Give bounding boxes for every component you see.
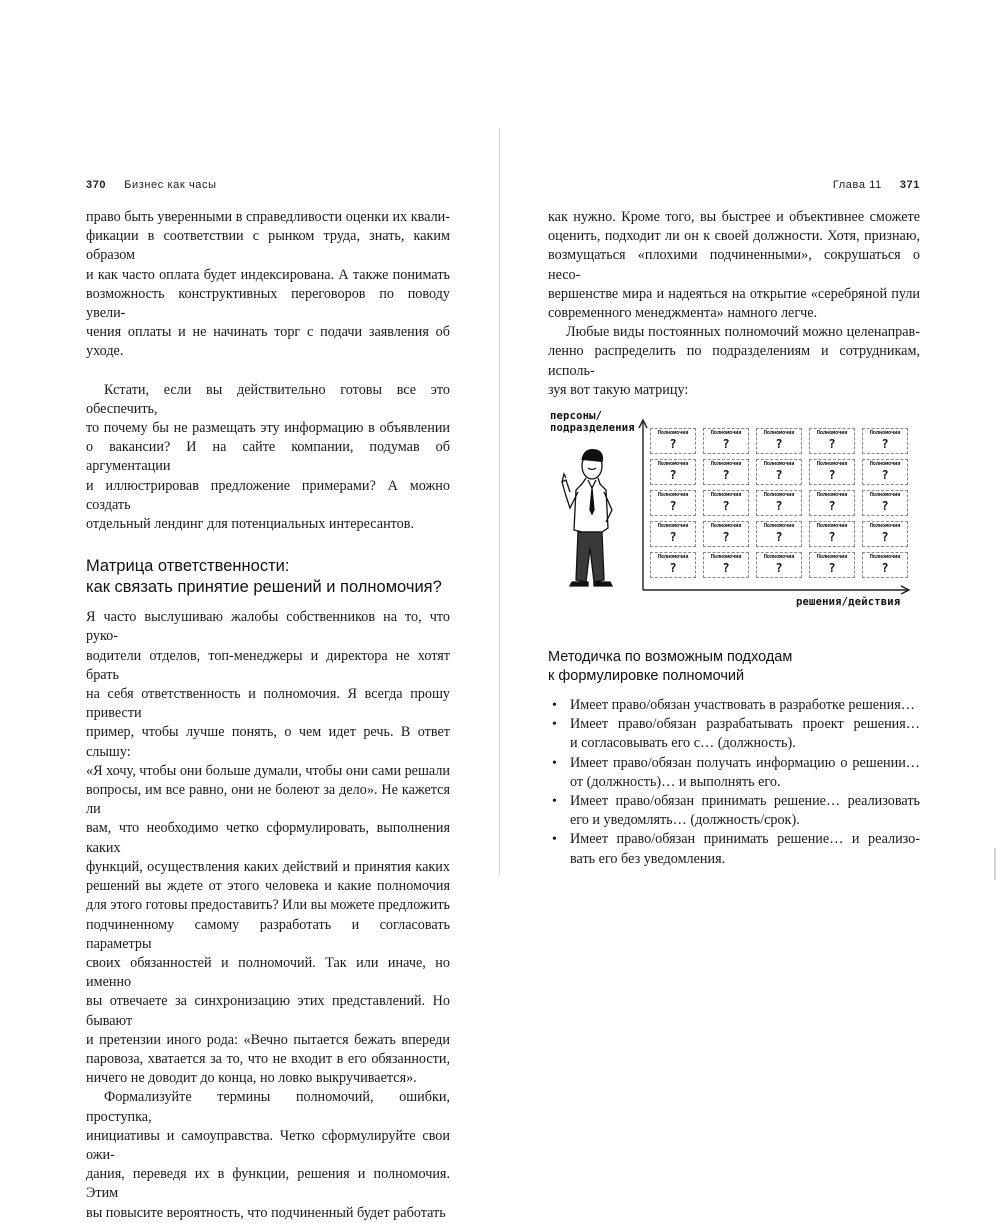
text-line: ничего не доводит до конца, но ловко выкручивается».	[86, 1070, 417, 1087]
cell-label: Полномочия	[710, 554, 742, 561]
text-line: дания, переведя их в функции, решения и полномочия. Этим	[86, 1166, 450, 1202]
question-mark-icon: ?	[775, 437, 783, 452]
cell-label: Полномочия	[869, 523, 901, 530]
matrix-cell	[703, 490, 749, 516]
text-line: Я часто выслушиваю жалобы собственников на то, что руко-	[86, 609, 450, 645]
text-line: на себя ответственность и полномочия. Я всегда прошу привести	[86, 686, 450, 722]
question-mark-icon: ?	[669, 499, 677, 514]
matrix-cell	[862, 459, 908, 485]
cell-label: Полномочия	[710, 461, 742, 468]
book-title: Бизнес как часы	[124, 179, 217, 191]
text-line: фикации в соответствии с рынком труда, знать, каким образом	[86, 228, 450, 264]
list-item-line: его и уведомлять… (должность/срок).	[570, 812, 800, 829]
text-line: как нужно. Кроме того, вы быстрее и объективнее сможете	[548, 209, 920, 225]
cell-label: Полномочия	[763, 554, 795, 561]
methods-subheading-line: к формулировке полномочий	[548, 668, 745, 685]
cell-label: Полномочия	[710, 523, 742, 530]
paragraph	[86, 1088, 450, 1222]
question-mark-icon: ?	[722, 530, 730, 545]
question-mark-icon: ?	[828, 499, 836, 514]
text-line: зуя вот такую матрицу:	[548, 381, 689, 398]
question-mark-icon: ?	[828, 437, 836, 452]
question-mark-icon: ?	[828, 468, 836, 483]
cell-label: Полномочия	[816, 492, 848, 499]
matrix-cell	[809, 521, 855, 547]
cell-label: Полномочия	[657, 554, 689, 561]
matrix-cell	[809, 428, 855, 454]
list-item-line: • Имеет право/обязан получать информацию о решении…	[570, 754, 920, 771]
question-mark-icon: ?	[828, 530, 836, 545]
authority-list	[548, 696, 920, 869]
matrix-cell	[650, 521, 696, 547]
responsibility-matrix-figure	[548, 410, 920, 622]
question-mark-icon: ?	[669, 561, 677, 576]
paragraph	[86, 608, 450, 1088]
question-mark-icon: ?	[669, 468, 677, 483]
matrix-cell	[809, 552, 855, 578]
paragraph	[548, 208, 920, 323]
text-line: и как часто оплата будет индексирована. А также понимать	[86, 266, 450, 283]
left-running-head	[86, 176, 450, 194]
matrix-cell	[650, 428, 696, 454]
methods-subheading-line: Методичка по возможным подходам	[548, 649, 793, 666]
cell-label: Полномочия	[657, 430, 689, 437]
paragraph	[548, 323, 920, 400]
question-mark-icon: ?	[881, 530, 889, 545]
question-mark-icon: ?	[881, 561, 889, 576]
text-line: вершенстве мира и надеяться на открытие «серебряной пули	[548, 285, 920, 302]
section-heading	[86, 556, 450, 598]
question-mark-icon: ?	[722, 561, 730, 576]
question-mark-icon: ?	[669, 530, 677, 545]
y-axis-label: персоны/ подразделения	[550, 410, 635, 435]
cell-label: Полномочия	[710, 492, 742, 499]
question-mark-icon: ?	[775, 561, 783, 576]
matrix-cell	[703, 459, 749, 485]
cell-label: Полномочия	[657, 492, 689, 499]
question-mark-icon: ?	[775, 499, 783, 514]
matrix-cell	[650, 490, 696, 516]
list-item-line: от (должность)… и выполнять его.	[570, 773, 781, 790]
text-line: Формализуйте термины полномочий, ошибки, проступка,	[86, 1089, 450, 1125]
list-item	[548, 715, 920, 753]
text-line: для этого готовы предоставить? Или вы можете предложить	[86, 897, 450, 914]
cell-label: Полномочия	[869, 554, 901, 561]
cell-label: Полномочия	[763, 523, 795, 530]
list-item-line: • Имеет право/обязан разрабатывать проект решения…	[570, 716, 920, 733]
text-line: решений вы ждете от этого человека и какие полномочия	[86, 878, 450, 895]
cell-label: Полномочия	[816, 430, 848, 437]
matrix-cell	[862, 428, 908, 454]
matrix-cell	[650, 552, 696, 578]
text-line: пример, чтобы лучше понять, о чем идет речь. В ответ слышу:	[86, 724, 450, 760]
matrix-cell	[756, 521, 802, 547]
section-heading-line: как связать принятие решений и полномочия?	[86, 578, 442, 597]
matrix-cell	[703, 552, 749, 578]
matrix-cell	[703, 521, 749, 547]
text-line: и претензии иного рода: «Вечно пытается бежать впереди	[86, 1031, 450, 1048]
text-line: паровоза, хватается за то, что не входит в его обязанности,	[86, 1050, 450, 1067]
matrix-cell	[703, 428, 749, 454]
list-item-line: и согласовывать его с… (должность).	[570, 735, 796, 752]
text-line: «Я хочу, чтобы они больше думали, чтобы они сами решали	[86, 762, 450, 779]
text-line: отдельный лендинг для потенциальных интересантов.	[86, 516, 415, 533]
text-line: возмущаться «плохими подчиненными», сокрушаться о несо-	[548, 247, 920, 283]
list-item-line: вать его без уведомления.	[570, 850, 726, 867]
question-mark-icon: ?	[669, 437, 677, 452]
cell-label: Полномочия	[816, 461, 848, 468]
left-top-text	[86, 208, 450, 534]
text-line: возможность конструктивных переговоров по поводу увели-	[86, 285, 450, 322]
right-running-head	[548, 176, 920, 194]
question-mark-icon: ?	[722, 437, 730, 452]
text-line: подчиненному самому разработать и согласовать параметры	[86, 916, 450, 952]
book-gutter	[499, 128, 500, 876]
x-axis-label: решения/действия	[796, 596, 901, 609]
text-line: оценить, подходит ли он к своей должности. Хотя, признаю,	[548, 228, 920, 245]
page-edge-mark	[994, 848, 996, 880]
matrix-cell	[862, 521, 908, 547]
matrix-cell	[809, 459, 855, 485]
question-mark-icon: ?	[722, 468, 730, 483]
cell-label: Полномочия	[763, 461, 795, 468]
cell-label: Полномочия	[816, 554, 848, 561]
list-item	[548, 754, 920, 792]
left-page	[86, 176, 450, 1223]
question-mark-icon: ?	[775, 468, 783, 483]
matrix-cell	[756, 552, 802, 578]
text-line: функций, осуществления каких действий и принятия каких	[86, 858, 450, 875]
paragraph	[86, 208, 450, 362]
list-item	[548, 696, 920, 715]
cell-label: Полномочия	[816, 523, 848, 530]
question-mark-icon: ?	[881, 468, 889, 483]
paragraph	[86, 381, 450, 535]
list-item-line: • Имеет право/обязан принимать решение… и реализо-	[570, 831, 920, 848]
left-bottom-text	[86, 608, 450, 1223]
text-line: инициативы и самоуправства. Четко сформулируйте свои ожи-	[86, 1127, 450, 1163]
text-line: Кстати, если вы действительно готовы все это обеспечить,	[86, 381, 450, 417]
matrix-cell	[756, 459, 802, 485]
businessman-icon	[562, 450, 612, 586]
list-item-line: • Имеет право/обязан участвовать в разработке решения…	[570, 697, 915, 714]
text-line: Любые виды постоянных полномочий можно целенаправ-	[566, 324, 920, 341]
right-top-text	[548, 208, 920, 400]
text-line: вы повысите вероятность, что подчиненный будет работать	[86, 1204, 446, 1221]
text-line: вам, что необходимо четко сформулировать, выполнения каких	[86, 820, 450, 856]
cell-label: Полномочия	[763, 492, 795, 499]
matrix-cell	[650, 459, 696, 485]
matrix-cell	[862, 552, 908, 578]
cell-label: Полномочия	[710, 430, 742, 437]
question-mark-icon: ?	[881, 499, 889, 514]
matrix-cell	[862, 490, 908, 516]
text-line: современного менеджмента» намного легче.	[548, 305, 818, 322]
text-line: чения оплаты и не начинать торг с подачи заявления об уходе.	[86, 324, 450, 360]
cell-label: Полномочия	[657, 523, 689, 530]
question-mark-icon: ?	[828, 561, 836, 576]
list-item	[548, 792, 920, 830]
text-line: о вакансии? И на сайте компании, подумав об аргументации	[86, 439, 450, 475]
matrix-cell	[756, 490, 802, 516]
text-line: вы отвечаете за синхронизацию этих представлений. Но бывают	[86, 993, 450, 1029]
text-line: право быть уверенными в справедливости оценки их квали-	[86, 209, 450, 225]
text-line: вопросы, им все равно, они не болеют за дело». Не кажется ли	[86, 782, 450, 818]
cell-label: Полномочия	[869, 461, 901, 468]
cell-label: Полномочия	[869, 430, 901, 437]
question-mark-icon: ?	[775, 530, 783, 545]
matrix-cell	[756, 428, 802, 454]
list-item-line: • Имеет право/обязан принимать решение… реализовать	[570, 793, 920, 810]
cell-label: Полномочия	[869, 492, 901, 499]
cell-label: Полномочия	[763, 430, 795, 437]
text-line: ленно распределить по подразделениям и сотрудникам, исполь-	[548, 343, 920, 379]
left-page-number: 370	[86, 179, 107, 191]
list-item	[548, 830, 920, 868]
question-mark-icon: ?	[722, 499, 730, 514]
text-line: своих обязанностей и полномочий. Так или иначе, но именно	[86, 954, 450, 991]
chapter-label: Глава 11	[832, 179, 882, 191]
section-heading-line: Матрица ответственности:	[86, 557, 290, 576]
right-page	[548, 176, 920, 869]
text-line: и иллюстрировав предложение примерами? А можно создать	[86, 477, 450, 513]
matrix-cell	[809, 490, 855, 516]
cell-label: Полномочия	[657, 461, 689, 468]
text-line: водители отделов, топ-менеджеры и директора не хотят брать	[86, 647, 450, 683]
methods-subheading	[548, 648, 920, 686]
right-page-number: 371	[899, 179, 920, 191]
question-mark-icon: ?	[881, 437, 889, 452]
text-line: то почему бы не размещать эту информацию в объявлении	[86, 420, 450, 437]
